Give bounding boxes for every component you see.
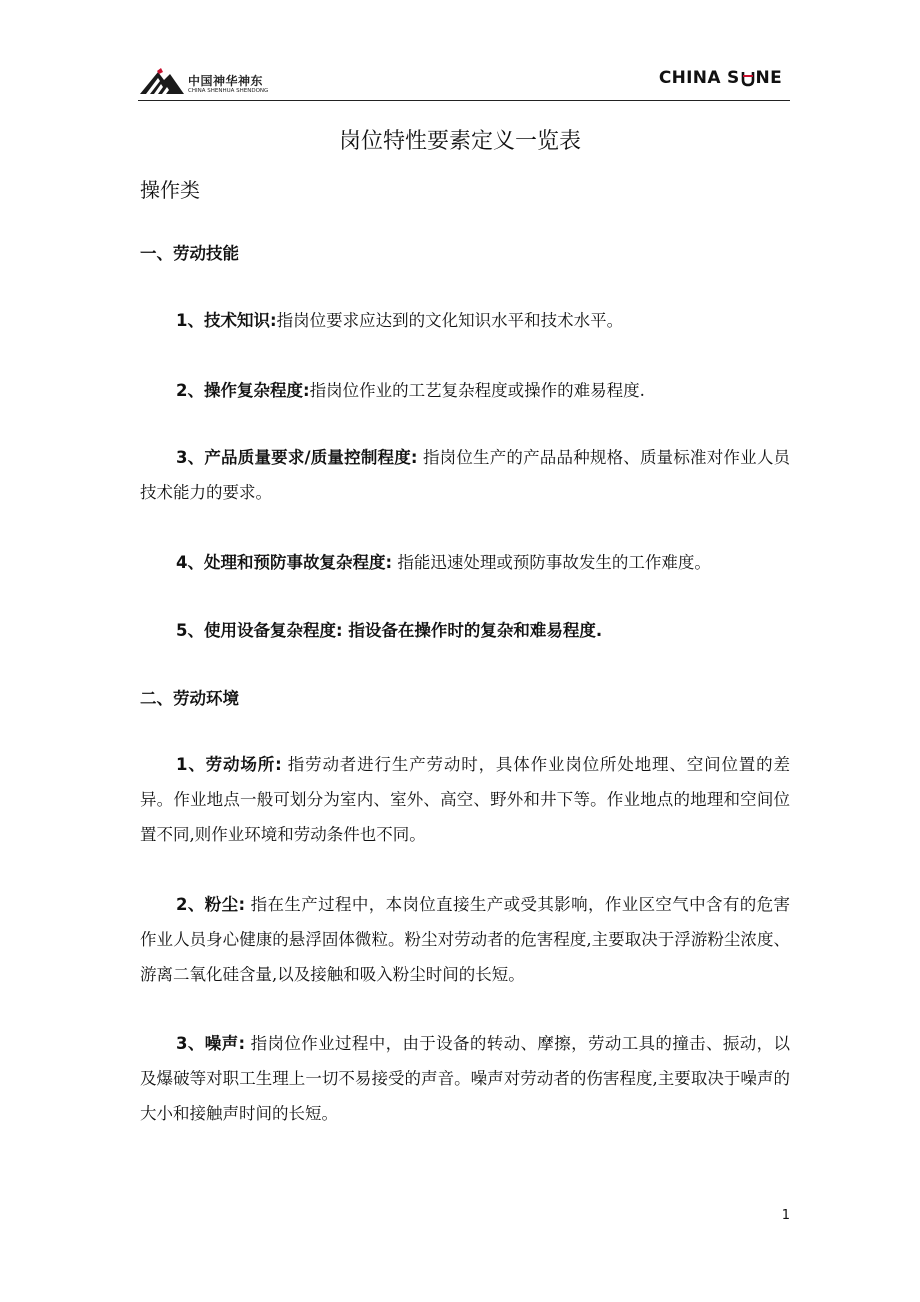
item-text: 指岗位作业的工艺复杂程度或操作的难易程度. [309, 381, 645, 400]
definition-item [140, 303, 790, 338]
definition-item [140, 1026, 790, 1131]
logo-chinese-text: 中国神华神东 [188, 73, 264, 88]
item-text: 指劳动者进行生产劳动时，具体作业岗位所处地理、空间位置的差异。作业地点一般可划分为室内、室外、高空、野外和井下等。作业地点的地理和空间位置不同,则作业环境和劳动条件也不同。 [140, 755, 790, 844]
logo-english-text: CHINA SHENHUA SHENDONG [188, 87, 269, 94]
item-label: 2、操作复杂程度: [176, 381, 310, 400]
page-title: 岗位特性要素定义一览表 [338, 129, 581, 154]
shine-u-icon [741, 69, 755, 87]
page-number: 1 [781, 1208, 790, 1223]
definition-item [140, 887, 790, 992]
item-label: 3、产品质量要求/质量控制程度: [176, 448, 418, 467]
definition-item [140, 747, 790, 852]
item-text: 指岗位要求应达到的文化知识水平和技术水平。 [276, 311, 624, 330]
shenhua-mountain-icon [140, 68, 184, 94]
item-label: 1、劳动场所: [176, 755, 282, 774]
item-label: 4、处理和预防事故复杂程度: [176, 553, 393, 572]
item-label: 1、技术知识: [176, 311, 277, 330]
shenhua-logo [140, 68, 268, 94]
definition-item [140, 440, 790, 510]
item-label: 5、使用设备复杂程度: [176, 621, 343, 640]
item-label: 3、噪声: [176, 1034, 246, 1053]
category-heading: 操作类 [140, 178, 200, 202]
china-shine-logo [659, 68, 782, 88]
page-header [138, 60, 790, 101]
definition-item [140, 613, 790, 648]
definition-item [140, 373, 790, 408]
logo-text-part-b: NE [755, 68, 782, 88]
item-text: 指在生产过程中，本岗位直接生产或受其影响，作业区空气中含有的危害作业人员身心健康的悬浮固体微粒。粉尘对劳动者的危害程度,主要取决于浮游粉尘浓度、游离二氧化硅含量,以及接触和吸入粉尘时间的长短。 [140, 895, 790, 984]
item-text: 指能迅速处理或预防事故发生的工作难度。 [392, 553, 711, 572]
logo-text-part-a: CHINA S [658, 68, 740, 88]
definition-item [140, 545, 790, 580]
section-heading: 一、劳动技能 [140, 244, 239, 263]
item-text: 指岗位作业过程中，由于设备的转动、摩擦，劳动工具的撞击、振动，以及爆破等对职工生理上一切不易接受的声音。噪声对劳动者的伤害程度,主要取决于噪声的大小和接触声时间的长短。 [140, 1034, 790, 1123]
item-text: 指设备在操作时的复杂和难易程度. [342, 621, 603, 640]
item-label: 2、粉尘: [176, 895, 246, 914]
section-heading: 二、劳动环境 [140, 689, 239, 708]
item-text: 指岗位生产的产品品种规格、质量标准对作业人员技术能力的要求。 [140, 448, 791, 502]
